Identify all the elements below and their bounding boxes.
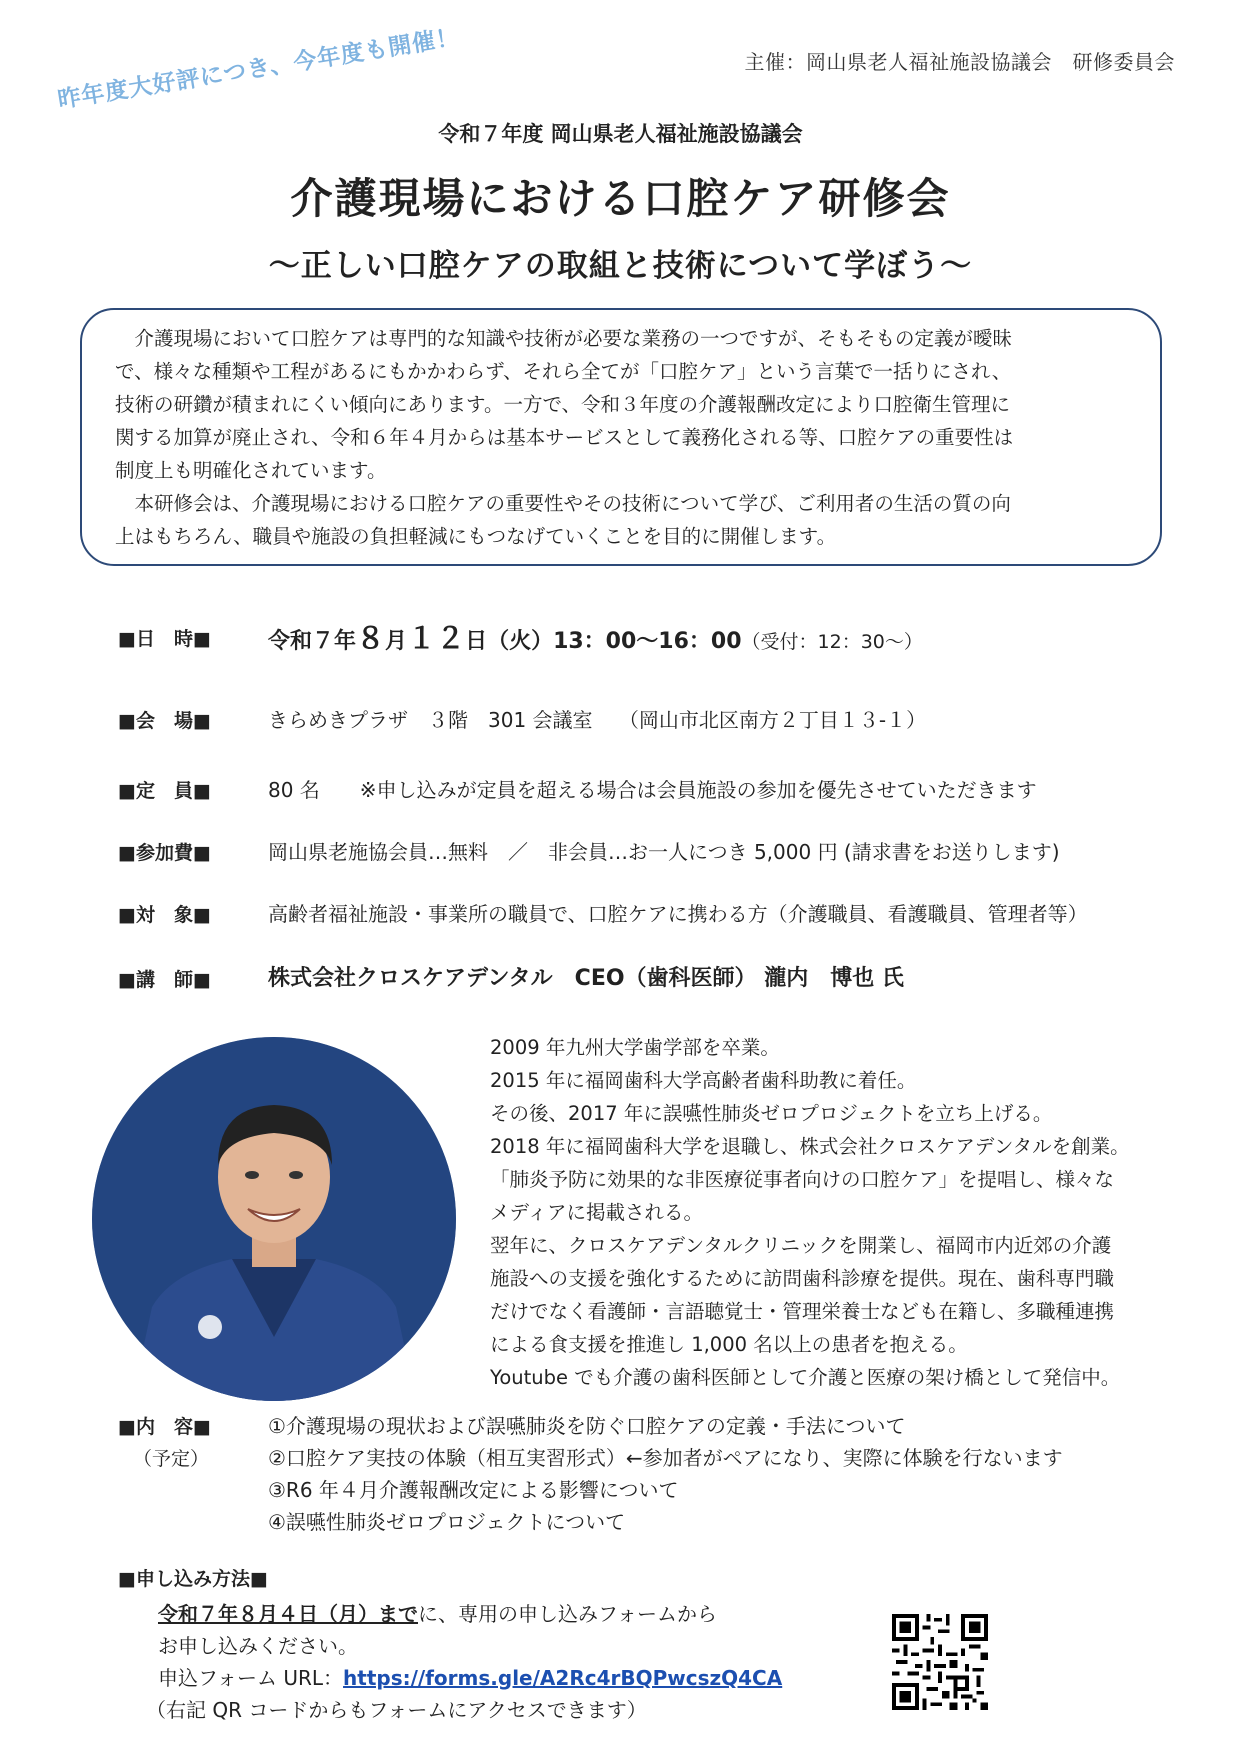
intro-line: 制度上も明確化されています。 (115, 459, 387, 482)
contents-sublabel: （予定） (133, 1448, 210, 1470)
intro-line: で、様々な種類や工程があるにもかかわらず、それら全てが「口腔ケア」という言葉で一括りにされ、 (115, 360, 1012, 383)
date-time: 日（火）13：00～16：00 (465, 629, 742, 654)
date-day: １２ (407, 621, 466, 655)
datetime-value (268, 616, 923, 657)
date-prefix: 令和７年 (268, 629, 357, 654)
bio-line: 2018 年に福岡歯科大学を退職し、株式会社クロスケアデンタルを創業。 (490, 1135, 1130, 1158)
bio-line: 翌年に、クロスケアデンタルクリニックを開業し、福岡市内近郊の介護 (490, 1234, 1112, 1257)
bio-line: Youtube でも介護の歯科医師として介護と医療の架け橋として発信中。 (490, 1366, 1121, 1389)
bio-line: 「肺炎予防に効果的な非医療従事者向けの口腔ケア」を提唱し、様々な (490, 1168, 1115, 1191)
fee-label: ■参加費■ (118, 842, 211, 864)
form-url-link[interactable]: https://forms.gle/A2Rc4rBQPwcszQ4CA (343, 1666, 783, 1690)
qr-code-image (892, 1614, 988, 1710)
venue-label: ■会 場■ (118, 710, 211, 732)
intro-box (80, 308, 1162, 566)
apply-deadline: 令和７年８月４日（月）まで (158, 1602, 418, 1626)
content-item: ③R6 年４月介護報酬改定による影響について (268, 1478, 679, 1502)
page-title: 介護現場における口腔ケア研修会 (290, 174, 951, 223)
lecturer-portrait-image (92, 1037, 456, 1401)
datetime-date (268, 621, 742, 655)
apply-label: ■申し込み方法■ (118, 1568, 268, 1590)
bio-line: 施設への支援を強化するために訪問歯科診療を提供。現在、歯科専門職 (490, 1267, 1115, 1290)
organizer-text: 主催：岡山県老人福祉施設協議会 研修委員会 (744, 50, 1175, 74)
fee-value: 岡山県老施協会員…無料 ／ 非会員…お一人につき 5,000 円 (請求書をお送りします) (268, 840, 1060, 864)
target-value: 高齢者福祉施設・事業所の職員で、口腔ケアに携わる方（介護職員、看護職員、管理者等） (268, 902, 1088, 926)
date-month: ８ (356, 621, 386, 655)
bio-line: による食支援を推進し 1,000 名以上の患者を抱える。 (490, 1333, 968, 1356)
lecturer-value: 株式会社クロスケアデンタル CEO（歯科医師） 瀧内 博也 氏 (268, 966, 904, 991)
page-subtitle: ～正しい口腔ケアの取組と技術について学ぼう～ (268, 248, 973, 284)
bio-line: 2009 年九州大学歯学部を卒業。 (490, 1036, 780, 1059)
lecturer-photo (92, 1037, 456, 1401)
datetime-label: ■日 時■ (118, 628, 211, 650)
apply-url-line (158, 1662, 782, 1691)
slogan-banner: 昨年度大好評につき、今年度も開催！ (55, 24, 462, 114)
event-year-heading: 令和７年度 岡山県老人福祉施設協議会 (438, 122, 803, 146)
apply-note: （右記 QR コードからもフォームにアクセスできます） (146, 1698, 647, 1722)
apply-instruction: に、専用の申し込みフォームから (418, 1602, 717, 1626)
target-label: ■対 象■ (118, 904, 211, 926)
capacity-label: ■定 員■ (118, 780, 211, 802)
venue-value: きらめきプラザ ３階 301 会議室 （岡山市北区南方２丁目１３-１） (268, 708, 927, 732)
intro-line: 上はもちろん、職員や施設の負担軽減にもつなげていくことを目的に開催します。 (115, 525, 837, 548)
bio-line: だけでなく看護師・言語聴覚士・管理栄養士なども在籍し、多職種連携 (490, 1300, 1115, 1323)
intro-line: 本研修会は、介護現場における口腔ケアの重要性やその技術について学び、ご利用者の生活の質の向 (115, 492, 1011, 515)
bio-line: 2015 年に福岡歯科大学高齢者歯科助教に着任。 (490, 1069, 917, 1092)
date-month-unit: 月 (385, 629, 408, 654)
capacity-value: 80 名 ※申し込みが定員を超える場合は会員施設の参加を優先させていただきます (268, 778, 1037, 802)
contents-label: ■内 容■ (118, 1416, 211, 1438)
reception-time: （受付：12：30～） (741, 631, 923, 653)
lecturer-label: ■講 師■ (118, 969, 211, 991)
apply-url-label: 申込フォーム URL： (158, 1666, 344, 1690)
intro-line: 技術の研鑽が積まれにくい傾向にあります。一方で、令和３年度の介護報酬改定により口腔衛生管理に (115, 393, 1011, 416)
qr-code[interactable] (892, 1614, 988, 1710)
content-item: ①介護現場の現状および誤嚥肺炎を防ぐ口腔ケアの定義・手法について (268, 1414, 906, 1438)
bio-line: その後、2017 年に誤嚥性肺炎ゼロプロジェクトを立ち上げる。 (490, 1102, 1053, 1125)
intro-line: 関する加算が廃止され、令和６年４月からは基本サービスとして義務化される等、口腔ケアの重要性は (115, 426, 1014, 449)
content-item: ④誤嚥性肺炎ゼロプロジェクトについて (268, 1510, 626, 1534)
apply-line-2: お申し込みください。 (158, 1634, 358, 1658)
intro-line: 介護現場において口腔ケアは専門的な知識や技術が必要な業務の一つですが、そもそもの定義が曖昧 (115, 327, 1013, 350)
content-item: ②口腔ケア実技の体験（相互実習形式）←参加者がペアになり、実際に体験を行ないます (268, 1446, 1063, 1470)
bio-line: メディアに掲載される。 (490, 1201, 703, 1224)
apply-line-1 (158, 1598, 717, 1627)
